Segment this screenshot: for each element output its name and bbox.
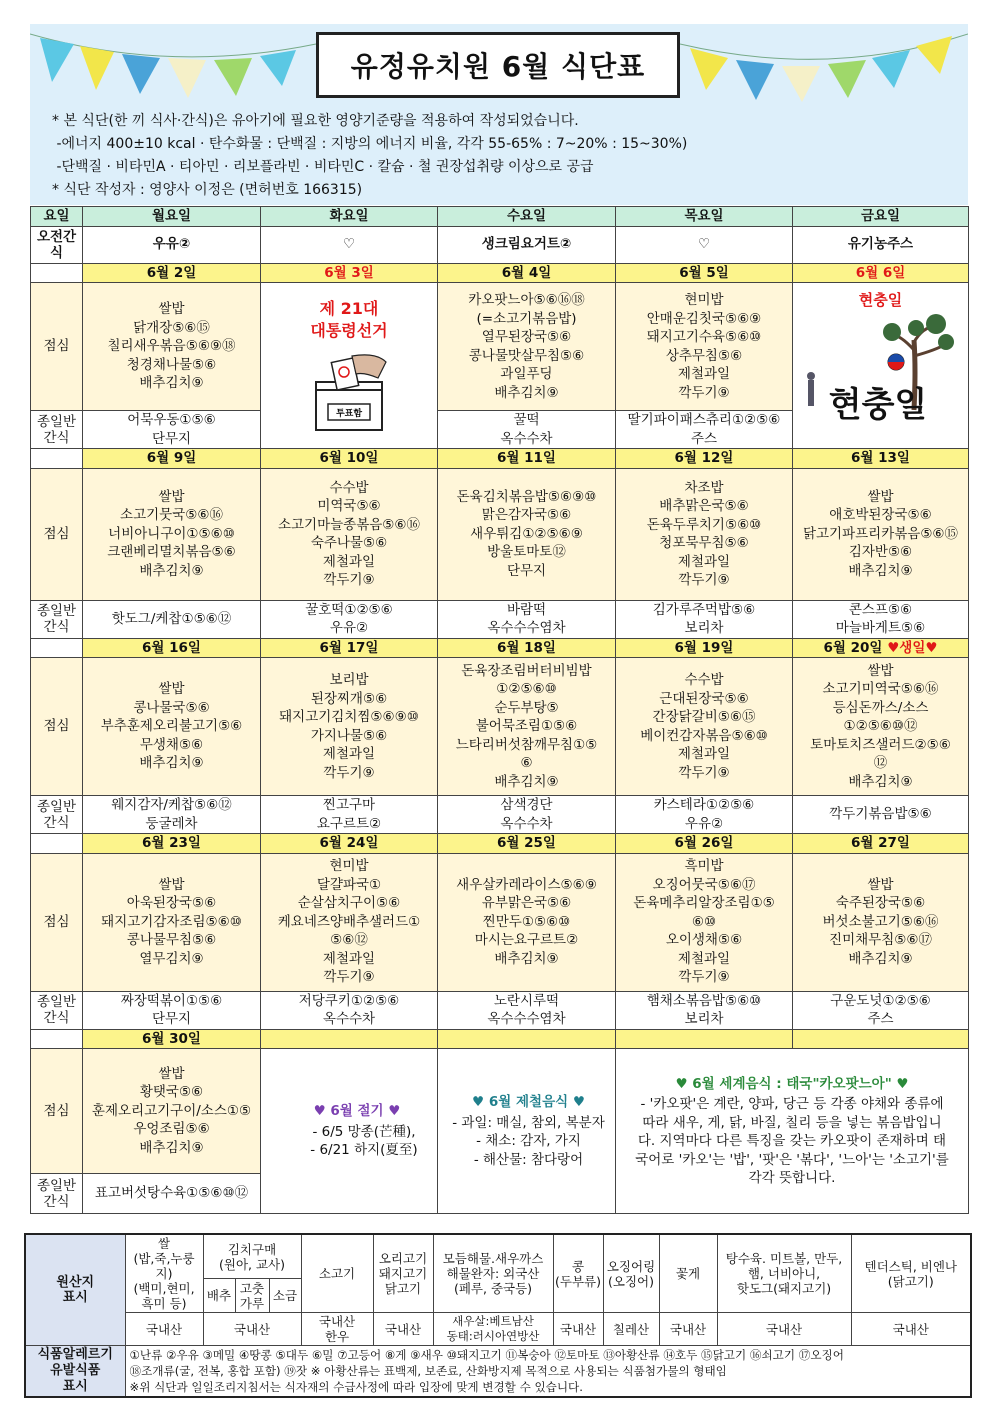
world-food-title: ♥ 6월 세계음식 : 태국"카오팟느아" ♥ bbox=[675, 1075, 909, 1092]
origin-item: 소고기 bbox=[301, 1234, 373, 1313]
origin-value: 국내산 bbox=[203, 1313, 301, 1346]
allergy-label: 식품알레르기 유발식품 표시 bbox=[25, 1346, 125, 1398]
date-cell: 6월 11일 bbox=[438, 449, 616, 469]
date-row bbox=[31, 449, 969, 469]
origin-value: 칠레산 bbox=[603, 1313, 659, 1346]
date-cell: 6월 18일 bbox=[438, 638, 616, 658]
allergy-row bbox=[25, 1346, 971, 1398]
date-row bbox=[31, 638, 969, 658]
date-cell: 6월 19일 bbox=[616, 638, 793, 658]
afternoon-snack: 꿀떡 옥수수차 bbox=[438, 411, 616, 449]
afternoon-snack: 저당쿠키①②⑤⑥ 옥수수차 bbox=[261, 991, 438, 1029]
date-cell: 6월 27일 bbox=[793, 834, 969, 854]
morning-snack: 유기농주스 bbox=[793, 226, 969, 263]
origin-item: 모듬해물.새우까스 해물완자: 외국산 (페루, 중국등) bbox=[433, 1234, 553, 1313]
row-label: 종일반간식 bbox=[31, 991, 83, 1029]
ballot-box-icon bbox=[306, 348, 392, 434]
lunch-row bbox=[31, 1049, 969, 1174]
date-cell: 6월 17일 bbox=[261, 638, 438, 658]
date-cell: 6월 2일 bbox=[83, 263, 261, 283]
note-line: -단백질 · 비타민A · 티아민 · 리보플라빈 · 비타민C · 칼슘 · 철 권장섭취량 이상으로 공급 bbox=[52, 159, 594, 175]
lunch-row bbox=[31, 853, 969, 991]
kimchi-sub-item: 배추 bbox=[203, 1279, 235, 1313]
note-line: * 본 식단(한 끼 식사·간식)은 유아기에 필요한 영양기준량을 적용하여 작성되었습니다. bbox=[52, 113, 579, 129]
date-cell: 6월 4일 bbox=[438, 263, 616, 283]
lunch-menu: 현미밥 안매운김칫국⑤⑥⑨ 돼지고기수육⑤⑥⑩ 상추무침⑤⑥ 제철과일 깍두기⑨ bbox=[616, 283, 793, 411]
morning-snack-row bbox=[31, 226, 969, 263]
date-row bbox=[31, 263, 969, 283]
origin-item: 텐더스틱, 비엔나 (닭고기) bbox=[851, 1234, 971, 1313]
afternoon-snack: 노란시루떡 옥수수수염차 bbox=[438, 991, 616, 1029]
election-title: 제 21대 대통령선거 bbox=[310, 298, 388, 340]
origin-value: 국내산 bbox=[717, 1313, 851, 1346]
origin-value: 국내산 bbox=[125, 1313, 203, 1346]
menu-table bbox=[30, 206, 969, 1214]
lunch-menu: 쌀밥 숙주된장국⑤⑥ 버섯소불고기⑤⑥⑯ 진미채무침⑤⑥⑰ 배추김치⑨ bbox=[793, 853, 969, 991]
origin-label: 원산지 표시 bbox=[25, 1234, 125, 1346]
date-cell: 6월 26일 bbox=[616, 834, 793, 854]
birthday-badge: ♥생일♥ bbox=[887, 639, 938, 656]
row-label: 종일반간식 bbox=[31, 796, 83, 834]
allergy-notice: ※위 식단과 일일조리지침서는 식자재의 수급사정에 따라 입장에 맞게 변경할 수 있습니다. bbox=[129, 1380, 583, 1394]
afternoon-snack: 삼색경단 옥수수차 bbox=[438, 796, 616, 834]
date-cell bbox=[616, 1029, 793, 1049]
origin-table bbox=[24, 1233, 972, 1398]
lunch-menu: 수수밥 근대된장국⑤⑥ 간장닭갈비⑤⑥⑮ 베이컨감자볶음⑤⑥⑩ 제철과일 깍두기⑨ bbox=[616, 658, 793, 796]
origin-value: 국내산 bbox=[851, 1313, 971, 1346]
row-label: 종일반간식 bbox=[31, 411, 83, 449]
date-row bbox=[31, 834, 969, 854]
afternoon-snack: 구운도넛①②⑤⑥ 주스 bbox=[793, 991, 969, 1029]
allergy-info bbox=[125, 1346, 971, 1398]
afternoon-snack-row bbox=[31, 600, 969, 638]
afternoon-snack: 깍두기볶음밥⑤⑥ bbox=[793, 796, 969, 834]
lunch-menu: 쌀밥 아욱된장국⑤⑥ 돼지고기감자조림⑤⑥⑩ 콩나물무침⑤⑥ 열무김치⑨ bbox=[83, 853, 261, 991]
date-text: 6월 20일 bbox=[823, 639, 883, 656]
origin-item: 콩 (두부류) bbox=[553, 1234, 603, 1313]
date-cell: 6월 24일 bbox=[261, 834, 438, 854]
lunch-menu: 쌀밥 황탯국⑤⑥ 훈제오리고기구이/소스①⑤ 우엉조림⑤⑥ 배추김치⑨ bbox=[83, 1049, 261, 1174]
memorial-day-cell bbox=[793, 283, 969, 449]
afternoon-snack: 핫도그/케찹①⑤⑥⑫ bbox=[83, 600, 261, 638]
date-cell: 6월 3일 bbox=[261, 263, 438, 283]
lunch-menu: 쌀밥 소고기뭇국⑤⑥⑯ 너비아니구이①⑤⑥⑩ 크랜베리멸치볶음⑤⑥ 배추김치⑨ bbox=[83, 468, 261, 600]
day-header: 월요일 bbox=[83, 207, 261, 227]
origin-value-row bbox=[25, 1313, 971, 1346]
seasonal-terms-box bbox=[261, 1049, 438, 1214]
date-cell: 6월 13일 bbox=[793, 449, 969, 469]
day-header: 목요일 bbox=[616, 207, 793, 227]
lunch-menu: 쌀밥 콩나물국⑤⑥ 부추훈제오리불고기⑤⑥ 무생채⑤⑥ 배추김치⑨ bbox=[83, 658, 261, 796]
afternoon-snack: 짜장떡볶이①⑤⑥ 단무지 bbox=[83, 991, 261, 1029]
note-line: -에너지 400±10 kcal · 탄수화물 : 단백질 : 지방의 에너지 비율, 각각 55-65% : 7~20% : 15~30%) bbox=[52, 136, 688, 152]
seasonal-terms-title: ♥ 6월 절기 ♥ bbox=[313, 1103, 401, 1120]
lunch-menu: 흑미밥 오징어뭇국⑤⑥⑰ 돈육메추리알장조림①⑤ ⑥⑩ 오이생채⑤⑥ 제철과일 깍두기⑨ bbox=[616, 853, 793, 991]
origin-value: 국내산 bbox=[373, 1313, 433, 1346]
nutrition-notes bbox=[52, 110, 687, 202]
lunch-row bbox=[31, 468, 969, 600]
morning-snack: ♡ bbox=[616, 226, 793, 263]
origin-item: 쌀 (밥,죽,누룽지) (백미,현미, 흑미 등) bbox=[125, 1234, 203, 1313]
lunch-row bbox=[31, 283, 969, 411]
lunch-menu: 보리밥 된장찌개⑤⑥ 돼지고기김치찜⑤⑥⑨⑩ 가지나물⑤⑥ 제철과일 깍두기⑨ bbox=[261, 658, 438, 796]
afternoon-snack: 표고버섯탕수육①⑤⑥⑩⑫ bbox=[83, 1174, 261, 1214]
date-cell: 6월 10일 bbox=[261, 449, 438, 469]
seasonal-food-line: - 채소: 감자, 가지 bbox=[476, 1133, 581, 1149]
date-row bbox=[31, 1029, 969, 1049]
seasonal-food-line: - 과일: 매실, 참외, 복분자 bbox=[452, 1114, 605, 1131]
lunch-menu: 돈육김치볶음밥⑤⑥⑨⑩ 맑은감자국⑤⑥ 새우튀김①②⑤⑥⑨ 방울토마토⑫ 단무지 bbox=[438, 468, 616, 600]
memorial-calligraphy: 현충일 bbox=[828, 384, 927, 425]
afternoon-snack-row bbox=[31, 991, 969, 1029]
election-day-cell bbox=[261, 283, 438, 449]
memorial-title: 현충일 bbox=[858, 291, 903, 309]
date-cell: 6월 5일 bbox=[616, 263, 793, 283]
origin-value: 국내산 한우 bbox=[301, 1313, 373, 1346]
seasonal-food-box bbox=[438, 1049, 616, 1214]
world-food-box bbox=[616, 1049, 969, 1214]
row-label: 점심 bbox=[31, 1049, 83, 1174]
day-header: 요일 bbox=[31, 207, 83, 227]
date-cell bbox=[793, 638, 969, 658]
origin-item: 꽃게 bbox=[659, 1234, 717, 1313]
allergy-line: ①난류 ②우유 ③메밀 ④땅콩 ⑤대두 ⑥밀 ⑦고등어 ⑧게 ⑨새우 ⑩돼지고기 ⑪복숭아 ⑫토마토 ⑬아황산류 ⑭호두 ⑮닭고기 ⑯쇠고기 ⑰오징어 bbox=[129, 1348, 844, 1362]
origin-value: 새우살:베트남산 동태:러시아연방산 bbox=[433, 1313, 553, 1346]
origin-item: 탕수육. 미트볼, 만두, 햄, 너비아니, 핫도그(돼지고기) bbox=[717, 1234, 851, 1313]
date-cell: 6월 12일 bbox=[616, 449, 793, 469]
lunch-row bbox=[31, 658, 969, 796]
day-header-row bbox=[31, 207, 969, 227]
page-title: 유정유치원 6월 식단표 bbox=[316, 32, 680, 98]
world-food-text: - '카오팟'은 계란, 양파, 당근 등 각종 야채와 종류에 따라 새우, 게, 닭, 바질, 칠리 등을 넣는 볶음밥입니다. 지역마다 다른 특징을 갖는 카오팟이 존재하며 태국어로 '카오'는 '밥', '팟'은 '볶다', '느아'는 '소고기'를 각각 뜻합니다. bbox=[635, 1096, 949, 1186]
afternoon-snack: 콘스프⑤⑥ 마늘바게트⑤⑥ bbox=[793, 600, 969, 638]
date-cell: 6월 30일 bbox=[83, 1029, 261, 1049]
afternoon-snack: 딸기파이패스츄리①②⑤⑥ 주스 bbox=[616, 411, 793, 449]
afternoon-snack: 웨지감자/케찹⑤⑥⑫ 둥굴레차 bbox=[83, 796, 261, 834]
origin-item: 오징어링 (오징어) bbox=[603, 1234, 659, 1313]
morning-snack: 생크림요거트② bbox=[438, 226, 616, 263]
date-cell: 6월 16일 bbox=[83, 638, 261, 658]
afternoon-snack: 꿀호떡①②⑤⑥ 우유② bbox=[261, 600, 438, 638]
lunch-menu: 현미밥 달걀파국① 순살삼치구이⑤⑥ 케요네즈양배추샐러드① ⑤⑥⑫ 제철과일 깍두기⑨ bbox=[261, 853, 438, 991]
memorial-day-illustration bbox=[796, 310, 966, 430]
day-header: 화요일 bbox=[261, 207, 438, 227]
afternoon-snack: 김가루주먹밥⑤⑥ 보리차 bbox=[616, 600, 793, 638]
header-banner bbox=[30, 24, 968, 205]
day-header: 금요일 bbox=[793, 207, 969, 227]
row-label: 점심 bbox=[31, 283, 83, 411]
lunch-menu: 차조밥 배추맑은국⑤⑥ 돈육두루치기⑤⑥⑩ 청포묵무침⑤⑥ 제철과일 깍두기⑨ bbox=[616, 468, 793, 600]
afternoon-snack-row bbox=[31, 796, 969, 834]
lunch-menu: 돈육장조림버터비빔밥 ①②⑤⑥⑩ 순두부탕⑤ 불어묵조림①⑤⑥ 느타리버섯참깨무침①⑤ ⑥ 배추김치⑨ bbox=[438, 658, 616, 796]
seasonal-food-title: ♥ 6월 제철음식 ♥ bbox=[472, 1094, 585, 1110]
allergy-line: ⑱조개류(굴, 전복, 홍합 포함) ⑲잣 ※ 아황산류는 표백제, 보존료, 산화방지제 목적으로 사용되는 식품첨가물의 형태임 bbox=[129, 1364, 727, 1378]
lunch-menu: 수수밥 미역국⑤⑥ 소고기마늘종볶음⑤⑥⑯ 숙주나물⑤⑥ 제철과일 깍두기⑨ bbox=[261, 468, 438, 600]
afternoon-snack: 햄채소볶음밥⑤⑥⑩ 보리차 bbox=[616, 991, 793, 1029]
kimchi-sub-item: 고춧 가루 bbox=[235, 1279, 269, 1313]
origin-value: 국내산 bbox=[659, 1313, 717, 1346]
lunch-menu: 카오팟느아⑤⑥⑯⑱ (=소고기볶음밥) 열무된장국⑤⑥ 콩나물맛살무침⑤⑥ 과일푸딩 배추김치⑨ bbox=[438, 283, 616, 411]
origin-item: 김치구매 (원아, 교사) bbox=[203, 1234, 301, 1279]
afternoon-snack: 찐고구마 요구르트② bbox=[261, 796, 438, 834]
afternoon-snack: 어묵우동①⑤⑥ 단무지 bbox=[83, 411, 261, 449]
note-line: * 식단 작성자 : 영양사 이정은 (면허번호 166315) bbox=[52, 182, 363, 198]
row-label: 점심 bbox=[31, 658, 83, 796]
morning-snack: 우유② bbox=[83, 226, 261, 263]
seasonal-food-line: - 해산물: 참다랑어 bbox=[473, 1151, 584, 1168]
afternoon-snack: 카스테라①②⑤⑥ 우유② bbox=[616, 796, 793, 834]
origin-item: 오리고기 돼지고기 닭고기 bbox=[373, 1234, 433, 1313]
date-cell bbox=[793, 1029, 969, 1049]
row-label: 종일반간식 bbox=[31, 600, 83, 638]
row-label: 오전간식 bbox=[31, 226, 83, 263]
afternoon-snack: 바람떡 옥수수수염차 bbox=[438, 600, 616, 638]
origin-value: 국내산 bbox=[553, 1313, 603, 1346]
row-label: 점심 bbox=[31, 853, 83, 991]
lunch-menu: 쌀밥 소고기미역국⑤⑥⑯ 등심돈까스/소스 ①②⑤⑥⑩⑫ 토마토치즈샐러드②⑤⑥ ⑫ 배추김치⑨ bbox=[793, 658, 969, 796]
seasonal-term-line: - 6/5 망종(芒種), bbox=[312, 1123, 416, 1140]
date-cell bbox=[261, 1029, 438, 1049]
date-cell: 6월 23일 bbox=[83, 834, 261, 854]
date-cell bbox=[438, 1029, 616, 1049]
date-cell: 6월 6일 bbox=[793, 263, 969, 283]
row-label: 점심 bbox=[31, 468, 83, 600]
morning-snack: ♡ bbox=[261, 226, 438, 263]
row-label: 종일반간식 bbox=[31, 1174, 83, 1214]
lunch-menu: 쌀밥 애호박된장국⑤⑥ 닭고기파프리카볶음⑤⑥⑮ 김자반⑤⑥ 배추김치⑨ bbox=[793, 468, 969, 600]
date-cell: 6월 9일 bbox=[83, 449, 261, 469]
seasonal-term-line: - 6/21 하지(夏至) bbox=[310, 1142, 418, 1159]
origin-header-row bbox=[25, 1234, 971, 1279]
lunch-menu: 새우살카레라이스⑤⑥⑨ 유부맑은국⑤⑥ 찐만두①⑤⑥⑩ 마시는요구르트② 배추김치⑨ bbox=[438, 853, 616, 991]
lunch-menu: 쌀밥 닭개장⑤⑥⑮ 칠리새우볶음⑤⑥⑨⑱ 청경채나물⑤⑥ 배추김치⑨ bbox=[83, 283, 261, 411]
ballot-box-label: 투표함 bbox=[335, 408, 363, 419]
date-cell: 6월 25일 bbox=[438, 834, 616, 854]
kimchi-sub-item: 소금 bbox=[269, 1279, 301, 1313]
day-header: 수요일 bbox=[438, 207, 616, 227]
